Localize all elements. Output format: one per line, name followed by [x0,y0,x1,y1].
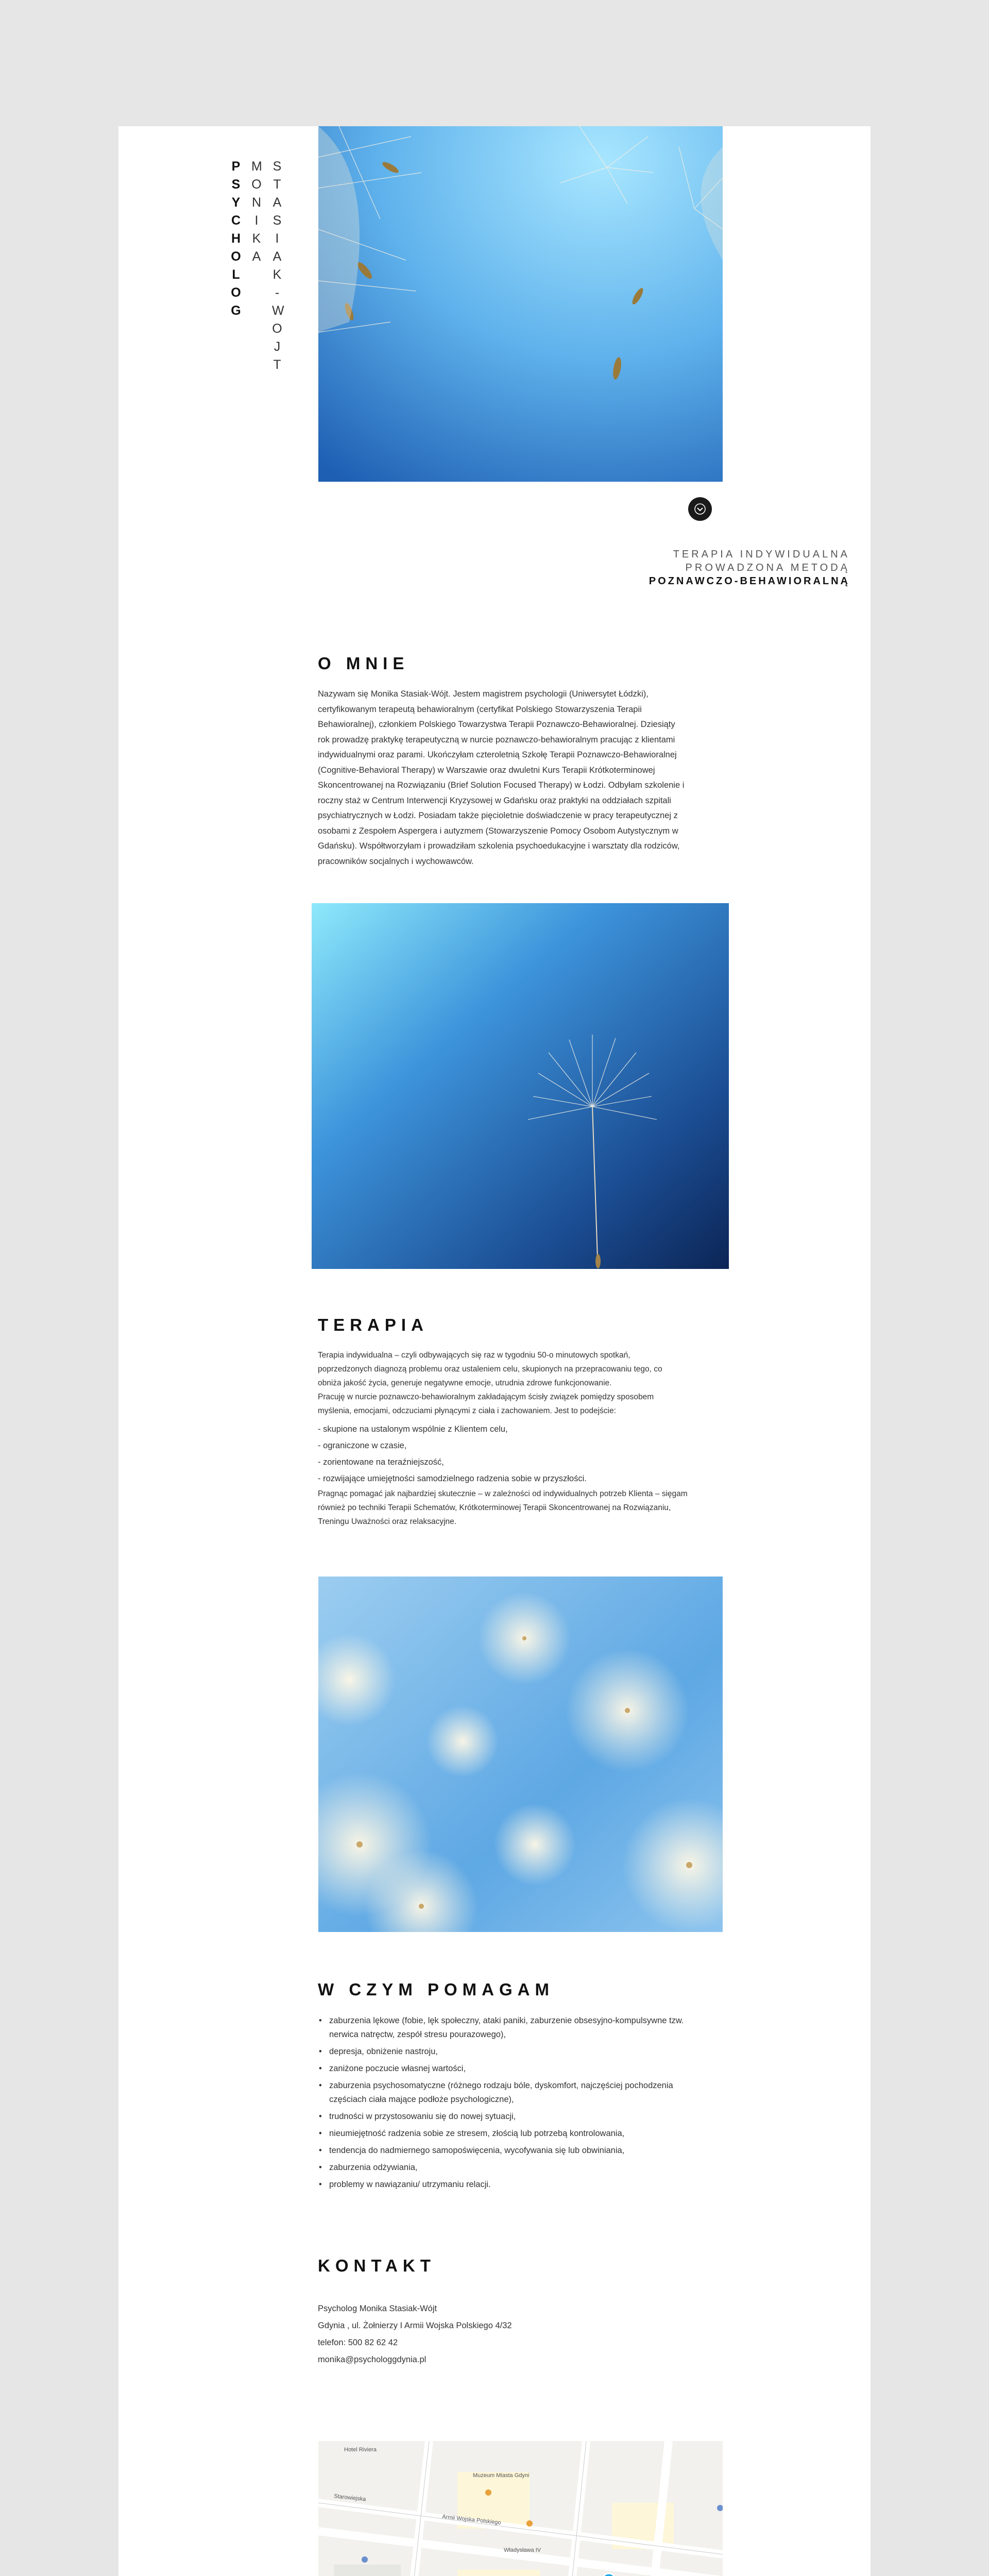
tagline-line-1: TERAPIA INDYWIDUALNA [673,549,850,560]
svg-text:Władysława IV: Władysława IV [504,2547,541,2553]
help-list [318,2014,740,2195]
list-item: • trudności w przystosowaniu się do nowej sytuacji, [318,2110,740,2124]
location-map[interactable] [318,2441,723,2576]
list-item: • zaburzenia psychosomatyczne (różnego rodzaju bóle, dyskomfort, najczęściej pochodzenia częściach ciała mające podłoże psychologiczne), [318,2079,740,2107]
about-text: Nazywam się Monika Stasiak-Wójt. Jestem magistrem psychologii (Uniwersytet Łódzki), certyfikowanym terapeutą behawioralnym (certyfikat Polskiego Stowarzyszenia Terapii Behawioralnej), członkiem Polskiego Towarzystwa Terapii Poznawczo-Behawioralnej. Dziesiąty rok prowadzę praktykę terapeutyczną w nurcie poznawczo-behawioralnym pracując z klientami indywidualnymi oraz parami. Ukończyłam czteroletnią Szkołę Terapii Poznawczo-Behawioralnej (Cognitive-Behavioral Therapy) w Warszawie oraz dwuletni Kurs Terapii Krótkoterminowej Skoncentrowanej na Rozwiązaniu (Brief Solution Focused Therapy) w Łodzi. Odbyłam szkolenie i roczny staż w Centrum Interwencji Kryzysowej w Gdańsku oraz praktyki na oddziałach szpitali psychiatrycznych w Łodzi. Posiadam także pięcioletnie doświadczenie w pracy terapeutycznej z osobami z Zespołem Aspergera i autyzmem (Stowarzyszenie Pomocy Osobom Autystycznym w Gdańsku). Współtworzyłam i prowadziłam szkolenia psychoedukacyjne i warsztaty dla rodziców, pracowników socjalnych i wychowawców. [318,689,685,866]
contact-phone[interactable]: telefon: 500 82 62 42 [318,2338,398,2347]
tagline-line-2: PROWADZONA METODĄ [685,562,850,573]
list-item: • nieumiejętność radzenia sobie ze stresem, złością lub potrzebą kontrolowania, [318,2127,740,2141]
brand-word-stasiak-wojt: S T A S I A K - W O J T [272,159,284,372]
therapy-points-list [318,1421,740,1487]
list-item: • problemy w nawiązaniu/ utrzymaniu relacji. [318,2178,740,2192]
about-heading: O MNIE [318,654,410,673]
help-heading: W CZYM POMAGAM [318,1980,554,1999]
list-item: • tendencja do nadmiernego samopoświęcenia, wycofywania się lub obwiniania, [318,2144,740,2158]
page-container [118,126,871,2576]
svg-text:Hotel Riviera: Hotel Riviera [344,2447,377,2453]
list-item: - ograniczone w czasie, [318,1441,407,1450]
dandelion-seed-image [312,903,729,1269]
svg-text:Armii Wojska Polskiego: Armii Wojska Polskiego [441,2514,502,2526]
list-item: • depresja, obniżenie nastroju, [318,2045,740,2059]
contact-heading: KONTAKT [318,2256,436,2275]
svg-text:Muzeum Miasta Gdyni: Muzeum Miasta Gdyni [473,2472,530,2479]
list-item: - skupione na ustalonym wspólnie z Klientem celu, [318,1425,508,1434]
svg-text:Starowiejska: Starowiejska [333,2493,366,2503]
contact-address: Gdynia , ul. Żołnierzy I Armii Wojska Polskiego 4/32 [318,2321,512,2330]
therapy-text: Terapia indywidualna – czyli odbywających się raz w tygodniu 50-o minutowych spotkań, poprzedzonych diagnozą problemu oraz ustaleniem celu, skupionych na przepracowaniu tego, co obniża jakość życia, generuje negatywne emocje, utrudnia zdrowe funkcjonowanie. Pracuję w nurcie poznawczo-behawioralnym zakładającym ścisły związek pomiędzy sposobem myślenia, emocjami, odczuciami płynącymi z ciała i zachowaniem. Jest to podejście: - skupione na ustalonym wspólnie z Klientem celu, - ograniczone w czasie, - zorientowane na teraźniejszość, - rozwijające umiejętności samodzielnego radzenia sobie w przyszłości. Pragnąc pomagać jak najbardziej skutecznie – w zależności od indywidualnych potrzeb Klienta – sięgam również po techniki Terapii Schematów, Krótkoterminowej Terapii Skoncentrowanej na Rozwiązaniu, Treningu Uważności oraz relaksacyjne. [318,1348,740,1529]
contact-name: Psycholog Monika Stasiak-Wójt [318,2304,437,2313]
scroll-down-button[interactable] [688,497,712,521]
list-item: • zaniżone poczucie własnej wartości, [318,2062,740,2076]
dandelion-closeup-image [318,1577,723,1932]
therapy-heading: TERAPIA [318,1315,429,1334]
brand-word-monika: M O N I K A [251,159,262,264]
contact-email[interactable]: monika@psychologgdynia.pl [318,2355,427,2364]
map-canvas[interactable] [318,2441,723,2576]
brand-word-psycholog: P S Y C H O L O G [231,159,241,318]
hero-dandelion-image [318,126,723,482]
list-item: - rozwijające umiejętności samodzielnego radzenia sobie w przyszłości. [318,1474,587,1483]
chevron-down-icon [694,503,706,515]
list-item: • zaburzenia lękowe (fobie, lęk społeczny, ataki paniki, zaburzenie obsesyjno-kompulsywne tzw. nerwica natręctw, zespół stresu pourazowego), [318,2014,740,2042]
list-item: - zorientowane na teraźniejszość, [318,1458,444,1467]
contact-details [318,2300,740,2368]
list-item: • zaburzenia odżywiania, [318,2161,740,2175]
tagline-line-3: POZNAWCZO-BEHAWIORALNĄ [649,575,850,587]
